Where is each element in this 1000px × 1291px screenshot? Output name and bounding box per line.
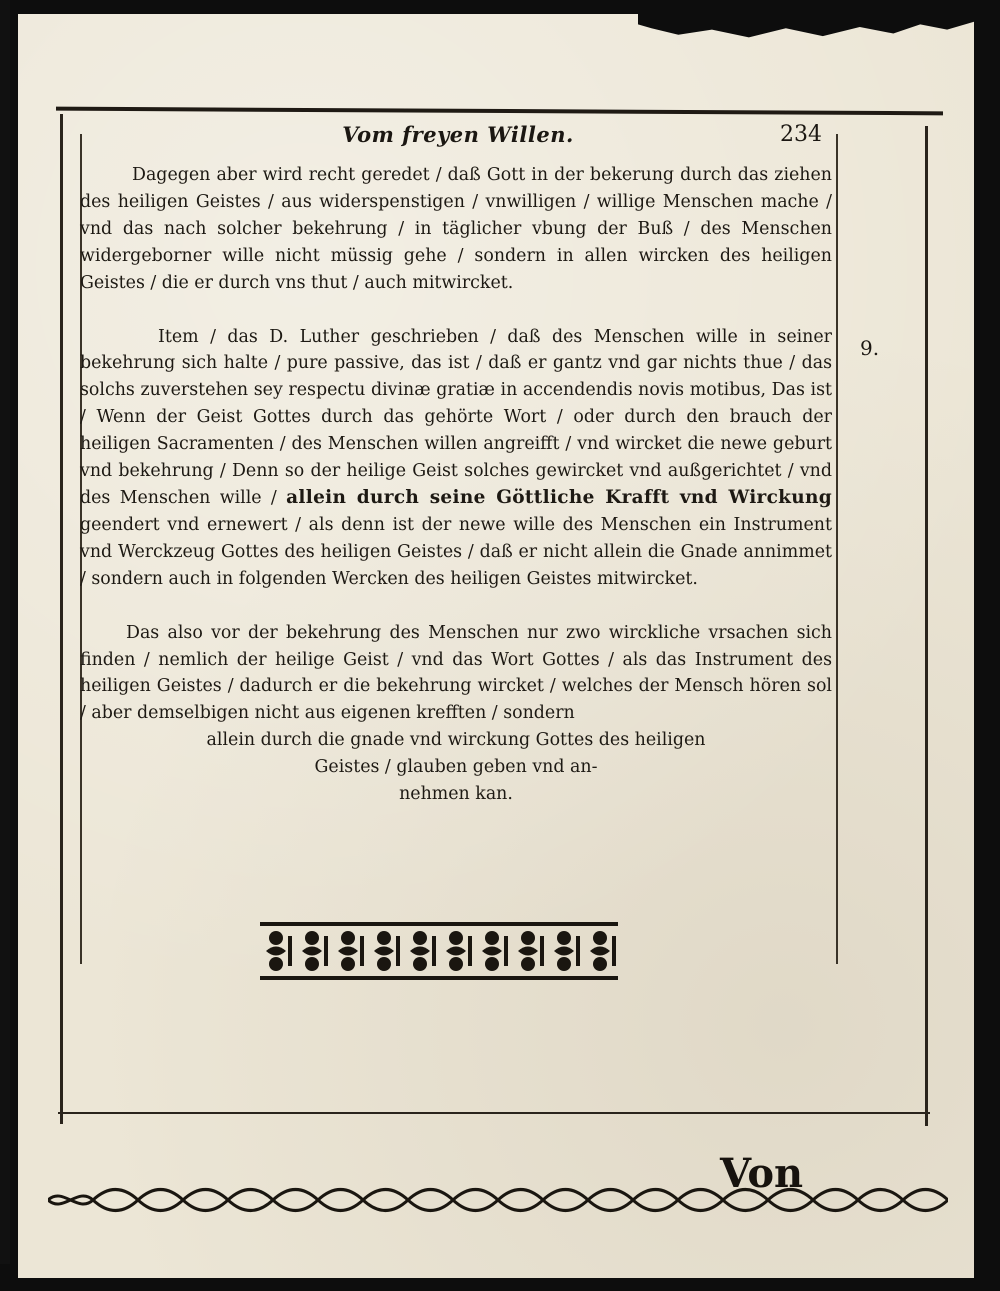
paragraph-3 xyxy=(80,620,832,728)
binding-edge xyxy=(0,0,10,1264)
paragraph-3-body: Das also vor der bekehrung des Menschen nur zwo wirckliche vrsachen sich finden / nemlich der heilige Geist / vnd das Wort Gottes / als das Instrument des heiligen Geistes / dadurch er die bekehrung wircket / welches der Mensch hören sol / aber demselbigen nicht aus eigenen krefften / sondern xyxy=(80,622,832,724)
page-number: 234 xyxy=(780,122,822,147)
text-right-rule xyxy=(836,134,838,964)
ornamental-border-band-icon xyxy=(48,1186,948,1214)
running-title: Vom freyen Willen. xyxy=(342,122,574,147)
tail-line-3: nehmen kan. xyxy=(399,784,513,805)
frame-top-rule xyxy=(56,107,943,116)
torn-edge xyxy=(638,14,974,40)
body-text xyxy=(80,162,832,808)
paragraph-2-emphasis: allein durch seine Göttliche Krafft vnd Wirckung xyxy=(286,486,833,508)
paragraph-2-start: Item / das D. Luther geschrieben / daß des Menschen wille in seiner bekehrung sich halte / pure passive, das ist / daß er gantz vnd gar nichts thue / das solchs zuverstehen sey respectu divinæ gratiæ in accendendis novis motibus, Das ist / Wenn der Geist Gottes durch das gehörte Wort / oder durch den brauch der heiligen Sacramenten / des Menschen willen angreifft / vnd wircket die newe geburt vnd bekehrung / Denn so der heilige Geist solches gewircket vnd außgerichtet / vnd des Menschen wille / xyxy=(80,326,832,508)
frame-right-rule xyxy=(925,126,928,1126)
paragraph-2 xyxy=(80,324,832,593)
frame-left-rule xyxy=(60,114,63,1124)
paragraph-1: Dagegen aber wird recht geredet / daß Gott in der bekerung durch das ziehen des heiligen Geistes / aus widerspenstigen / vnwilligen / willige Menschen mache / vnd das nach solcher bekehrung / in täglicher vbung der Buß / des Menschen widergeborner wille nicht müssig gehe / sondern in allen wircken des heiligen Geistes / die er durch vns thut / auch mitwircket. xyxy=(80,165,832,293)
tail-line-2: Geistes / glauben geben vnd an- xyxy=(314,757,598,778)
margin-note: 9. xyxy=(860,336,880,360)
bottom-rule xyxy=(58,1112,930,1114)
tail-line-1: allein durch die gnade vnd wirckung Gottes des heiligen xyxy=(206,730,706,751)
book-page xyxy=(18,14,974,1278)
paragraph-2-end: geendert vnd ernewert / als denn ist der newe wille des Menschen ein Instrument vnd Werckzeug Gottes des heiligen Geistes / daß er nicht allein die Gnade annimmet / sondern auch in folgenden Wercken des heiligen Geistes mitwircket. xyxy=(80,514,832,589)
catchword: Von xyxy=(720,1150,804,1197)
printers-ornament-icon xyxy=(258,912,620,990)
paragraph-3-tail xyxy=(80,727,832,808)
